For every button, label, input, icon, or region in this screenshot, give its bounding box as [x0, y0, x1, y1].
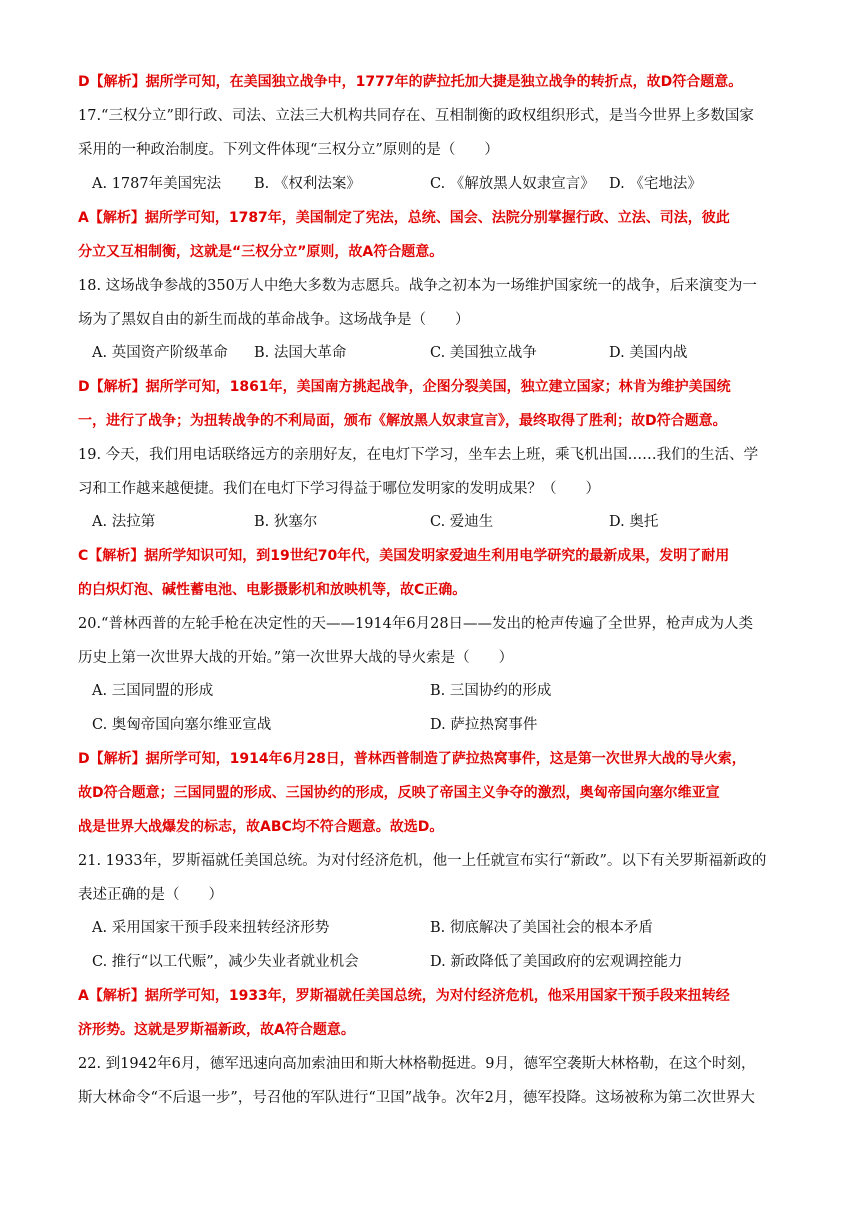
- answer-21-line-1: A【解析】据所学可知，1933年，罗斯福就任美国总统，为对付经济危机，他采用国家干预手段来扭转经: [78, 988, 730, 1004]
- question-22-line-1: 22. 到1942年6月，德军迅速向高加索油田和斯大林格勒挺进。9月，德军空袭斯大林格勒，在这个时刻，: [78, 1056, 756, 1072]
- question-18-line-2: 场为了黑奴自由的新生而战的革命战争。这场战争是（ ）: [78, 312, 470, 328]
- question-20-option-c: C. 奥匈帝国向塞尔维亚宣战: [92, 717, 272, 733]
- question-17-line-1: 17.“三权分立”即行政、司法、立法三大机构共同存在、互相制衡的政权组织形式，是当今世界上多数国家: [78, 108, 754, 124]
- question-18-option-d: D. 美国内战: [609, 345, 688, 361]
- question-19-option-b: B. 狄塞尔: [254, 514, 318, 530]
- answer-18-line-2: 一，进行了战争；为扭转战争的不利局面，颁布《解放黑人奴隶宣言》，最终取得了胜利；故D符合题意。: [78, 413, 727, 429]
- answer-20-line-1: D【解析】据所学可知，1914年6月28日，普林西普制造了萨拉热窝事件，这是第一次世界大战的导火索，: [78, 751, 746, 767]
- question-21-line-1: 21. 1933年，罗斯福就任美国总统。为对付经济危机，他一上任就宣布实行“新政”。以下有关罗斯福新政的: [78, 853, 767, 869]
- question-19-option-c: C. 爱迪生: [430, 514, 494, 530]
- question-21-line-2: 表述正确的是（ ）: [78, 887, 223, 903]
- question-18-option-c: C. 美国独立战争: [430, 345, 537, 361]
- answer-20-line-2: 故D符合题意；三国同盟的形成、三国协约的形成，反映了帝国主义争夺的激烈，奥匈帝国向塞尔维亚宣: [78, 785, 720, 801]
- question-19-line-1: 19. 今天，我们用电话联络远方的亲朋好友，在电灯下学习，坐车去上班，乘飞机出国……我们的生活、学: [78, 447, 759, 463]
- question-21-option-a: A. 采用国家干预手段来扭转经济形势: [92, 920, 330, 936]
- question-21-option-b: B. 彻底解决了美国社会的根本矛盾: [430, 920, 653, 936]
- question-21-option-c: C. 推行“以工代赈”，减少失业者就业机会: [92, 954, 359, 970]
- question-17-option-d: D. 《宅地法》: [609, 176, 702, 192]
- question-20-line-1: 20.“普林西普的左轮手枪在决定性的天——1914年6月28日——发出的枪声传遍了全世界，枪声成为人类: [78, 616, 754, 632]
- answer-16-line-1: D【解析】据所学可知，在美国独立战争中，1777年的萨拉托加大捷是独立战争的转折点，故D符合题意。: [78, 74, 743, 90]
- question-17-option-b: B. 《权利法案》: [254, 176, 361, 192]
- question-20-option-d: D. 萨拉热窝事件: [430, 717, 538, 733]
- question-19-option-d: D. 奥托: [609, 514, 659, 530]
- answer-17-line-2: 分立又互相制衡，这就是“三权分立”原则，故A符合题意。: [78, 244, 444, 260]
- answer-18-line-1: D【解析】据所学可知，1861年，美国南方挑起战争，企图分裂美国，独立建立国家；林肯为维护美国统: [78, 379, 731, 395]
- answer-19-line-1: C【解析】据所学知识可知，到19世纪70年代，美国发明家爱迪生利用电学研究的最新成果，发明了耐用: [78, 548, 730, 564]
- answer-19-line-2: 的白炽灯泡、碱性蓄电池、电影摄影机和放映机等，故C正确。: [78, 582, 467, 598]
- answer-17-line-1: A【解析】据所学可知，1787年，美国制定了宪法，总统、国会、法院分别掌握行政、立法、司法，彼此: [78, 210, 730, 226]
- question-18-line-1: 18. 这场战争参战的350万人中绝大多数为志愿兵。战争之初本为一场维护国家统一的战争，后来演变为一: [78, 278, 757, 294]
- question-18-option-a: A. 英国资产阶级革命: [92, 345, 228, 361]
- question-20-option-a: A. 三国同盟的形成: [92, 683, 214, 699]
- answer-20-line-3: 战是世界大战爆发的标志，故ABC均不符合题意。故选D。: [78, 819, 444, 835]
- answer-21-line-2: 济形势。这就是罗斯福新政，故A符合题意。: [78, 1022, 355, 1038]
- question-20-option-b: B. 三国协约的形成: [430, 683, 552, 699]
- question-21-option-d: D. 新政降低了美国政府的宏观调控能力: [430, 954, 683, 970]
- question-17-option-a: A. 1787年美国宪法: [92, 176, 222, 192]
- question-19-line-2: 习和工作越来越便捷。我们在电灯下学习得益于哪位发明家的发明成果？（ ）: [78, 481, 600, 497]
- question-19-option-a: A. 法拉第: [92, 514, 156, 530]
- question-22-line-2: 斯大林命令“不后退一步”，号召他的军队进行“卫国”战争。次年2月，德军投降。这场被称为第二次世界大: [78, 1090, 755, 1106]
- question-17-line-2: 采用的一种政治制度。下列文件体现“三权分立”原则的是（ ）: [78, 142, 499, 158]
- question-18-option-b: B. 法国大革命: [254, 345, 347, 361]
- question-20-line-2: 历史上第一次世界大战的开始。”第一次世界大战的导火索是（ ）: [78, 650, 514, 666]
- question-17-option-c: C. 《解放黑人奴隶宣言》: [430, 176, 595, 192]
